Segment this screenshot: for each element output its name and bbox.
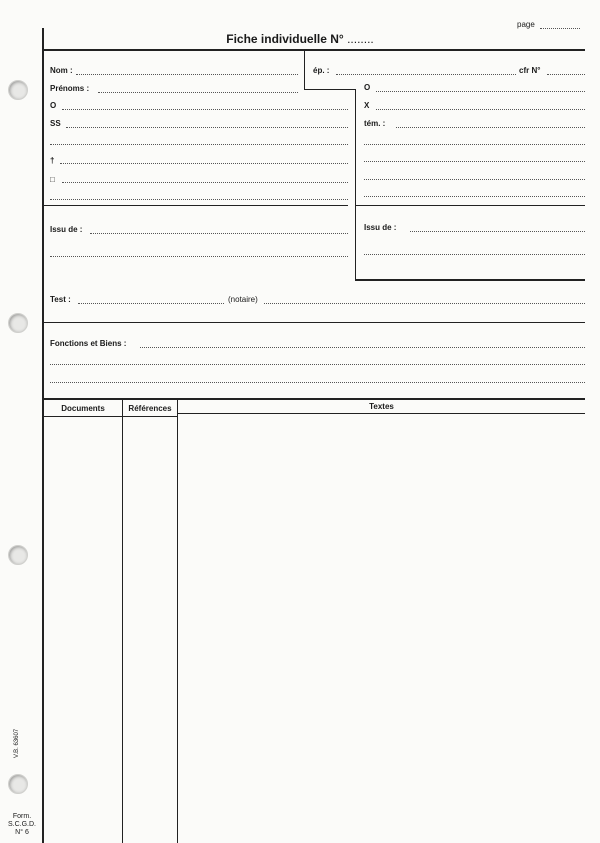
table-header-rule-right	[177, 413, 585, 414]
ss-field[interactable]	[66, 127, 348, 128]
form-line-2: S.C.G.D.	[7, 821, 36, 828]
documents-header: Documents	[61, 404, 105, 413]
tem-field[interactable]	[396, 127, 585, 128]
right-block-rule	[355, 205, 585, 206]
form-line-3: N° 6	[15, 829, 29, 836]
textes-column[interactable]	[179, 415, 585, 841]
textes-header: Textes	[369, 402, 394, 411]
binder-hole-top	[8, 80, 28, 100]
title-number-field[interactable]: ........	[347, 32, 374, 46]
table-top-rule	[42, 398, 585, 400]
references-header: Références	[128, 404, 172, 413]
ep-label: ép. :	[313, 66, 330, 75]
fonctions-label: Fonctions et Biens :	[50, 339, 127, 348]
prenoms-field[interactable]	[98, 92, 298, 93]
references-column[interactable]	[124, 418, 176, 841]
test-row-rule	[42, 322, 585, 323]
spouse-divider-step	[304, 89, 356, 90]
tem-label: tém. :	[364, 119, 386, 128]
issu-de-left-label: Issu de :	[50, 225, 83, 234]
birth-field-right[interactable]	[376, 91, 585, 92]
binder-hole-middle	[8, 313, 28, 333]
ss-label: SS	[50, 119, 61, 128]
issu-de-right-field[interactable]	[410, 231, 585, 232]
vb-code: V.B. 63607	[14, 728, 20, 758]
burial-field[interactable]	[62, 182, 348, 183]
ss-field-continued[interactable]	[50, 144, 348, 145]
birth-symbol-left: O	[50, 101, 57, 110]
issu-de-left-field-continued[interactable]	[50, 256, 348, 257]
notaire-label: (notaire)	[228, 295, 258, 304]
birth-field-left[interactable]	[62, 109, 348, 110]
tem-field-line-4[interactable]	[364, 179, 585, 180]
ep-field[interactable]	[336, 74, 516, 75]
test-field[interactable]	[78, 303, 224, 304]
binder-hole-lower	[8, 545, 28, 565]
marriage-symbol: X	[364, 101, 370, 110]
fonctions-field-line-2[interactable]	[50, 364, 585, 365]
prenoms-label: Prénoms :	[50, 84, 90, 93]
issu-de-right-field-continued[interactable]	[364, 254, 585, 255]
form-code	[4, 813, 40, 837]
binder-hole-bottom	[8, 774, 28, 794]
spouse-divider-upper	[304, 49, 305, 89]
cfr-field[interactable]	[547, 74, 585, 75]
references-column-divider	[177, 400, 178, 843]
title-text: Fiche individuelle N°	[226, 32, 344, 46]
tem-field-line-3[interactable]	[364, 161, 585, 162]
nom-label: Nom :	[50, 66, 73, 75]
documents-column[interactable]	[44, 418, 121, 841]
notaire-field[interactable]	[264, 303, 585, 304]
burial-field-continued[interactable]	[50, 199, 348, 200]
birth-symbol-right: O	[364, 83, 371, 92]
page-label: page	[517, 20, 535, 29]
form-line-1: Form.	[12, 813, 32, 820]
issu-de-right-label: Issu de :	[364, 223, 397, 232]
upper-section-rule	[355, 279, 585, 281]
spouse-divider-lower	[355, 89, 356, 280]
cfr-label: cfr N°	[519, 66, 541, 75]
death-symbol: †	[50, 156, 55, 165]
title-rule	[42, 49, 585, 51]
left-block-rule	[42, 205, 348, 206]
tem-field-line-2[interactable]	[364, 144, 585, 145]
nom-field[interactable]	[76, 74, 298, 75]
documents-column-divider	[122, 400, 123, 843]
death-field[interactable]	[60, 163, 348, 164]
test-label: Test :	[50, 295, 71, 304]
page-field[interactable]	[540, 28, 580, 29]
issu-de-left-field[interactable]	[90, 233, 348, 234]
page-title	[0, 32, 600, 46]
fonctions-field-line-3[interactable]	[50, 382, 585, 383]
table-header-rule-left	[42, 416, 177, 417]
burial-symbol: □	[50, 175, 55, 184]
marriage-field[interactable]	[376, 109, 585, 110]
tem-field-line-5[interactable]	[364, 196, 585, 197]
fonctions-field[interactable]	[140, 347, 585, 348]
